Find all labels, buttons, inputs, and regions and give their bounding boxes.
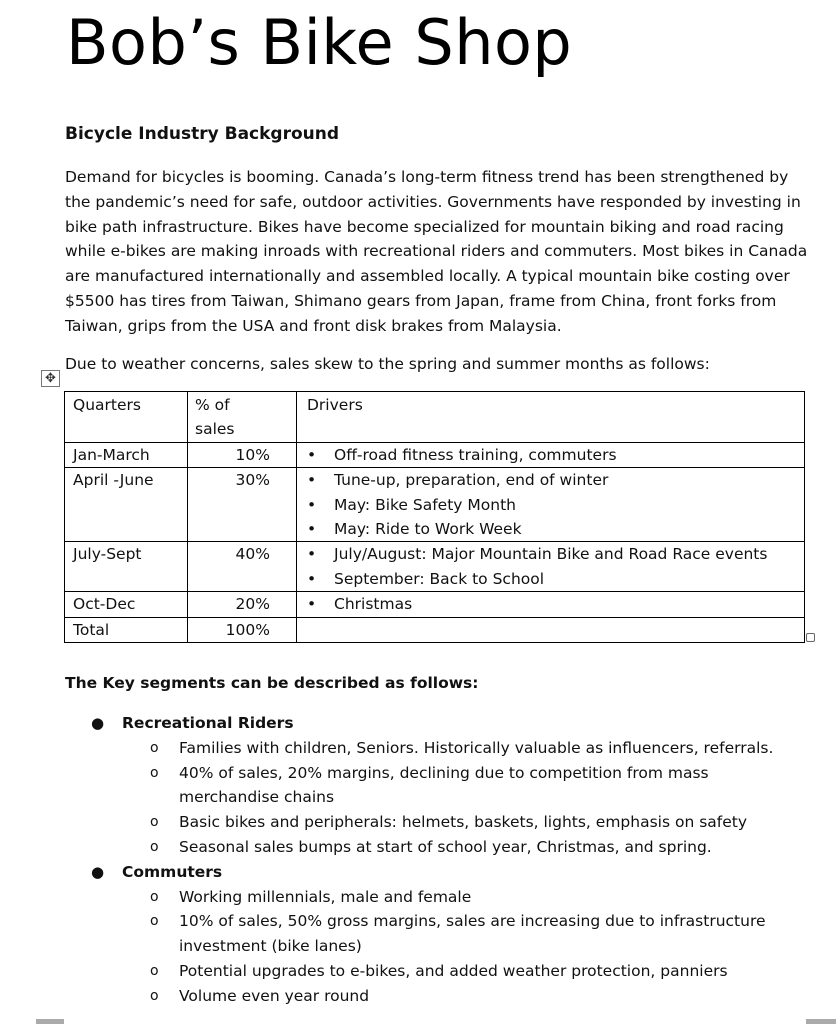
driver-bullet: • May: Ride to Work Week — [307, 517, 796, 541]
quarter-cell: April -June — [65, 468, 188, 542]
list-item — [122, 761, 804, 811]
table-row — [65, 542, 805, 592]
percent-cell: 100% — [188, 617, 297, 642]
point-text: 10% of sales, 50% gross margins, sales are increasing due to infrastructure investment (bike lanes) — [179, 912, 766, 956]
segments-list — [0, 711, 840, 1009]
list-item — [122, 810, 804, 835]
drivers-cell — [297, 542, 805, 592]
point-text: Seasonal sales bumps at start of school year, Christmas, and spring. — [179, 837, 712, 856]
header-drivers: Drivers — [297, 392, 805, 443]
drivers-cell — [297, 442, 805, 467]
quarter-cell: July-Sept — [65, 542, 188, 592]
circle-bullet-icon: o — [150, 764, 159, 781]
circle-bullet-icon: o — [150, 987, 159, 1004]
circle-bullet-icon: o — [150, 739, 159, 756]
driver-bullet: • Christmas — [307, 592, 796, 616]
table-row — [65, 592, 805, 617]
table-row — [65, 468, 805, 542]
segment-item — [0, 860, 840, 1009]
ruler-mark-left — [36, 1019, 64, 1024]
table-move-handle-icon[interactable]: ✥ — [41, 370, 60, 387]
point-text: Basic bikes and peripherals: helmets, baskets, lights, emphasis on safety — [179, 813, 748, 832]
circle-bullet-icon: o — [150, 814, 159, 831]
list-item — [122, 909, 804, 959]
driver-bullet: • July/August: Major Mountain Bike and Road Race events — [307, 542, 796, 566]
quarter-cell: Jan-March — [65, 442, 188, 467]
list-item — [122, 736, 804, 761]
bullet-icon: ● — [91, 862, 105, 881]
segment-item — [0, 711, 840, 860]
drivers-cell — [297, 468, 805, 542]
circle-bullet-icon: o — [150, 962, 159, 979]
bullet-icon: ● — [91, 714, 105, 732]
segments-heading: The Key segments can be described as follows: — [65, 674, 479, 692]
segment-name: Commuters — [122, 862, 223, 881]
list-item — [122, 885, 804, 910]
segment-points — [122, 885, 840, 1009]
point-text: Working millennials, male and female — [179, 887, 472, 906]
document-title: Bob’s Bike Shop — [66, 6, 573, 79]
driver-bullet: • September: Back to School — [307, 567, 796, 591]
segment-points — [122, 736, 840, 860]
sales-intro-text: Due to weather concerns, sales skew to the spring and summer months as follows: — [65, 355, 710, 373]
section-heading-background: Bicycle Industry Background — [65, 124, 340, 144]
percent-cell: 40% — [188, 542, 297, 592]
table-resize-handle[interactable] — [806, 633, 815, 642]
table-total-row — [65, 617, 805, 642]
sales-table — [64, 391, 805, 643]
ruler-mark-right — [806, 1019, 836, 1024]
percent-cell: 20% — [188, 592, 297, 617]
circle-bullet-icon: o — [150, 913, 159, 930]
list-item — [122, 984, 804, 1009]
list-item — [122, 835, 804, 860]
drivers-cell — [297, 592, 805, 617]
background-paragraph: Demand for bicycles is booming. Canada’s long-term fitness trend has been strengthened by the pandemic’s need for safe, outdoor activities. Governments have responded by investing in bike path infrastructure. Bikes have become specialized for mountain biking and road racing while e-bikes are making inroads with recreational riders and commuters. Most bikes in Canada are manufactured internationally and assembled locally. A typical mountain bike costing over $5500 has tires from Taiwan, Shimano gears from Japan, frame from China, front forks from Taiwan, grips from the USA and front disk brakes from Malaysia. — [65, 168, 808, 335]
point-text: 40% of sales, 20% margins, declining due to competition from mass merchandise chains — [179, 763, 709, 807]
driver-bullet: • May: Bike Safety Month — [307, 493, 796, 517]
header-percent-of-sales: % of sales — [188, 392, 297, 443]
header-quarters: Quarters — [65, 392, 188, 443]
quarter-cell: Oct-Dec — [65, 592, 188, 617]
list-item — [122, 959, 804, 984]
segment-name: Recreational Riders — [122, 714, 294, 732]
point-text: Volume even year round — [179, 986, 370, 1005]
percent-cell: 10% — [188, 442, 297, 467]
quarter-cell: Total — [65, 617, 188, 642]
driver-bullet: • Tune-up, preparation, end of winter — [307, 468, 796, 492]
percent-cell: 30% — [188, 468, 297, 542]
table-header-row — [65, 392, 805, 443]
point-text: Potential upgrades to e-bikes, and added weather protection, panniers — [179, 961, 728, 980]
drivers-cell — [297, 617, 805, 642]
driver-bullet: • Off-road fitness training, commuters — [307, 443, 796, 467]
table-row — [65, 442, 805, 467]
point-text: Families with children, Seniors. Historically valuable as influencers, referrals. — [179, 738, 774, 757]
circle-bullet-icon: o — [150, 838, 159, 855]
circle-bullet-icon: o — [150, 888, 159, 905]
